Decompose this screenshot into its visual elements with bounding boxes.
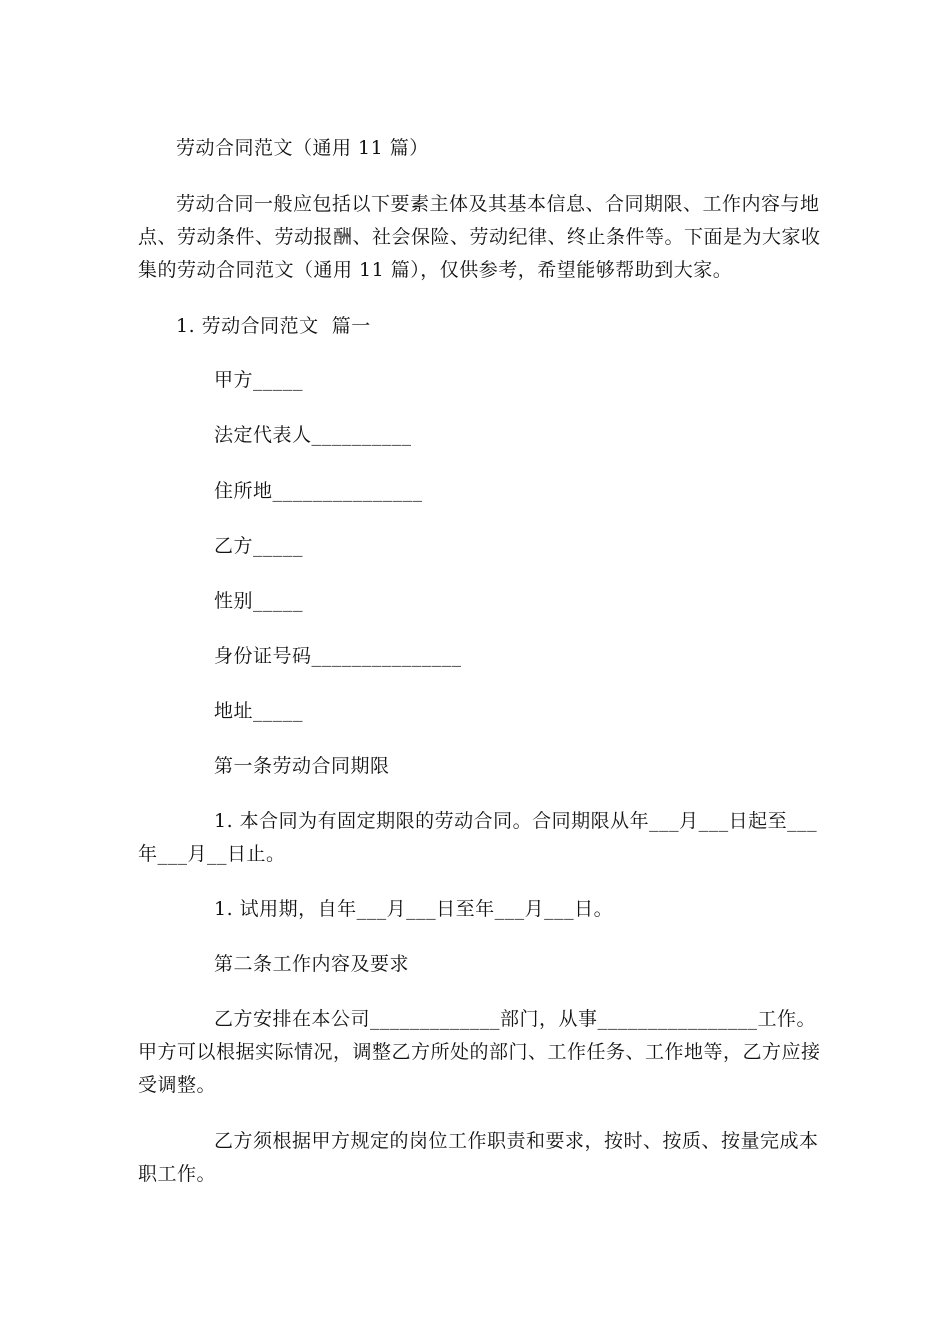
gender-field: 性别_____ (214, 590, 304, 612)
address-field: 地址_____ (214, 700, 304, 722)
article-2-paragraph-line: 职工作。 (138, 1163, 217, 1185)
section-heading: 1. 劳动合同范文 篇一 (176, 315, 371, 337)
intro-line: 劳动合同一般应包括以下要素主体及其基本信息、合同期限、工作内容与地 (176, 193, 820, 215)
article-2-heading: 第二条工作内容及要求 (214, 953, 410, 975)
article-1-heading: 第一条劳动合同期限 (214, 755, 390, 777)
article-2-paragraph-line: 甲方可以根据实际情况，调整乙方所处的部门、工作任务、工作地等，乙方应接 (138, 1041, 821, 1063)
intro-line: 集的劳动合同范文（通用 11 篇），仅供参考，希望能够帮助到大家。 (138, 259, 733, 281)
residence-field: 住所地_______________ (214, 480, 423, 502)
party-b-field: 乙方_____ (214, 535, 304, 557)
article-2-paragraph-line: 乙方安排在本公司_____________部门，从事________________工作。 (214, 1008, 817, 1030)
party-a-field: 甲方_____ (214, 369, 304, 391)
document-title: 劳动合同范文（通用 11 篇） (176, 137, 429, 159)
legal-representative-field: 法定代表人__________ (214, 424, 412, 446)
article-2-paragraph-line: 乙方须根据甲方规定的岗位工作职责和要求，按时、按质、按量完成本 (214, 1130, 819, 1152)
article-1-paragraph-line: 1. 本合同为有固定期限的劳动合同。合同期限从年___月___日起至___ (214, 810, 818, 832)
article-1-paragraph-line: 年___月__日止。 (138, 843, 286, 865)
probation-paragraph: 1. 试用期，自年___月___日至年___月___日。 (214, 898, 614, 920)
id-number-field: 身份证号码_______________ (214, 645, 462, 667)
article-2-paragraph-line: 受调整。 (138, 1074, 217, 1096)
intro-line: 点、劳动条件、劳动报酬、社会保险、劳动纪律、终止条件等。下面是为大家收 (138, 226, 821, 248)
